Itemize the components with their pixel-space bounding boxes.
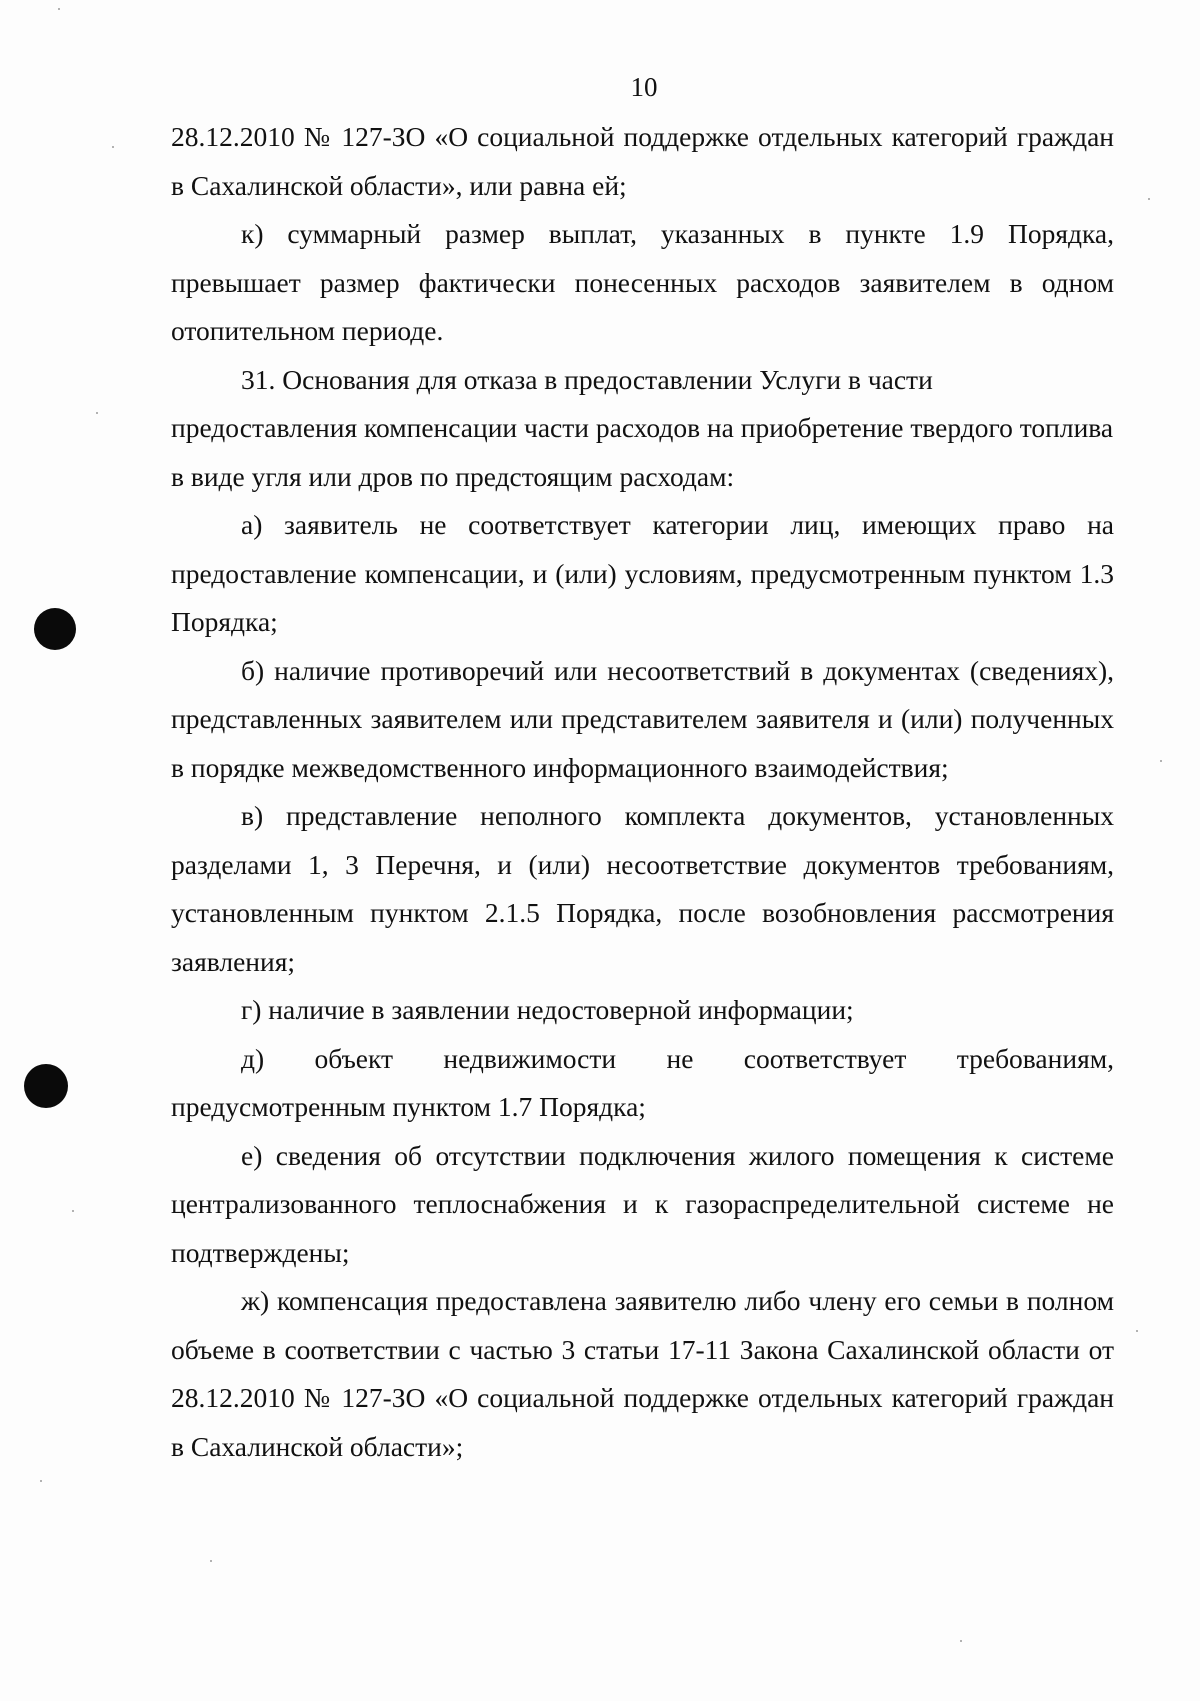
scan-speck	[1160, 760, 1162, 762]
document-body	[171, 113, 1114, 1471]
scan-speck	[96, 412, 98, 414]
paragraph-item-zh: ж) компенсация предоставлена заявителю либо члену его семьи в полном объеме в соответствии с частью 3 статьи 17-11 Закона Сахалинской области от 28.12.2010 № 127-ЗО «О социальной поддержке отдельных категорий граждан в Сахалинской области»;	[171, 1285, 1114, 1462]
paragraph-item-b: б) наличие противоречий или несоответствий в документах (сведениях), представленных заявителем или представителем заявителя и (или) полученных в порядке межведомственного информационного взаимодействия;	[171, 654, 1114, 783]
scan-speck	[40, 1480, 42, 1482]
paragraph-item-d: д) объект недвижимости не соответствует требованиям, предусмотренным пунктом 1.7 Порядка;	[171, 1042, 1114, 1122]
punch-hole-mark	[34, 608, 76, 650]
scan-speck	[58, 8, 60, 10]
paragraph-section-31: 31. Основания для отказа в предоставлении Услуги в части предоставления компенсации части расходов на приобретение твердого топлива в виде угля или дров по предстоящим расходам:	[171, 363, 1114, 492]
punch-hole-mark	[24, 1064, 68, 1108]
page-number: 10	[630, 72, 658, 102]
scan-speck	[72, 1210, 74, 1212]
scan-speck	[1148, 198, 1150, 200]
paragraph-item-k: к) суммарный размер выплат, указанных в пункте 1.9 Порядка, превышает размер фактически понесенных расходов заявителем в одном отопительном периоде.	[171, 218, 1114, 346]
paragraph-item-g: г) наличие в заявлении недостоверной информации;	[241, 994, 854, 1025]
scan-speck	[112, 146, 114, 148]
paragraph-item-a: а) заявитель не соответствует категории лиц, имеющих право на предоставление компенсации, и (или) условиям, предусмотренным пунктом 1.3 Порядка;	[171, 509, 1114, 637]
paragraph-continuation: 28.12.2010 № 127-ЗО «О социальной поддержке отдельных категорий граждан в Сахалинской области», или равна ей;	[171, 121, 1114, 201]
scan-speck	[1136, 1330, 1138, 1332]
paragraph-item-v: в) представление неполного комплекта документов, установленных разделами 1, 3 Перечня, и (или) несоответствие документов требованиям, установленным пунктом 2.1.5 Порядка, после возобновления рассмотрения заявления;	[171, 800, 1114, 977]
scan-speck	[960, 1640, 962, 1642]
paragraph-item-e: е) сведения об отсутствии подключения жилого помещения к системе централизованного теплоснабжения и к газораспределительной системе не подтверждены;	[171, 1139, 1114, 1268]
scan-speck	[210, 1560, 212, 1562]
